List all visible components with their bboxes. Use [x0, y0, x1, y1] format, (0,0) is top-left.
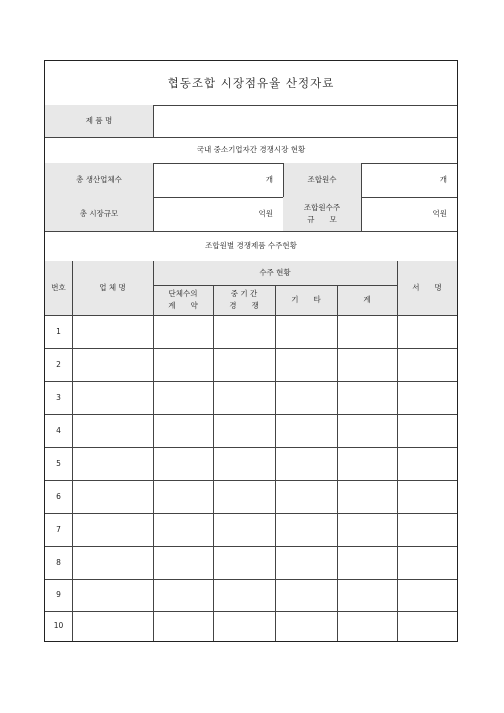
form-title: 협동조합 시장점유율 산정자료 — [167, 76, 335, 90]
section-orders-title: 조합원별 경쟁제품 수주현황 — [205, 241, 297, 250]
unit-label: 개 — [439, 175, 447, 184]
divider — [45, 381, 457, 382]
divider — [45, 414, 457, 415]
col-signature-header: 서 명 — [397, 261, 457, 315]
col-total-header: 계 — [337, 285, 397, 315]
row-number: 10 — [53, 621, 64, 630]
market-size-field[interactable] — [153, 197, 283, 231]
col-number-header: 번호 — [45, 261, 72, 315]
divider — [45, 480, 457, 481]
col-order-status-header: 수주 현황 — [153, 261, 397, 285]
divider — [45, 579, 457, 580]
divider — [45, 315, 457, 316]
row-number: 5 — [56, 458, 61, 468]
label-line: 계 약 — [168, 301, 198, 310]
section-market-title: 국내 중소기업자간 경쟁시장 현황 — [196, 145, 306, 154]
row-number: 2 — [56, 359, 61, 369]
row-number: 6 — [56, 491, 61, 501]
market-size-label: 총 시장규모 — [45, 197, 153, 231]
col-company-header: 업 체 명 — [72, 261, 153, 315]
divider — [72, 261, 73, 641]
product-name-label: 제 품 명 — [45, 105, 153, 137]
label-line: 조합원수주 — [303, 203, 341, 212]
divider — [45, 513, 457, 514]
row-number: 1 — [56, 326, 61, 336]
row-number: 4 — [56, 425, 61, 435]
divider — [153, 261, 154, 641]
member-count-field[interactable] — [361, 163, 457, 197]
total-producers-field[interactable] — [153, 163, 283, 197]
divider — [45, 546, 457, 547]
unit-label: 개 — [265, 175, 273, 184]
col-group-contract-header — [153, 285, 213, 315]
row-number: 3 — [56, 392, 61, 402]
total-producers-label: 총 생산업체수 — [45, 163, 153, 197]
label-line: 중 기 간 — [230, 289, 258, 298]
label-line: 경 쟁 — [229, 301, 259, 310]
divider — [337, 285, 338, 641]
unit-label: 억원 — [258, 209, 273, 218]
divider — [45, 611, 457, 612]
label-line: 단체수의 — [168, 289, 198, 298]
col-sme-competition-header — [213, 285, 275, 315]
form-sheet — [44, 60, 458, 642]
divider — [213, 285, 214, 641]
member-count-label: 조합원수 — [283, 163, 361, 197]
unit-label: 억원 — [432, 209, 447, 218]
divider — [45, 348, 457, 349]
row-number: 9 — [56, 590, 61, 599]
member-order-size-label — [283, 197, 361, 231]
divider — [45, 447, 457, 448]
row-number: 7 — [56, 524, 61, 534]
member-order-size-field[interactable] — [361, 197, 457, 231]
row-number: 8 — [56, 557, 61, 567]
label-line: 규 모 — [307, 215, 337, 224]
divider — [397, 261, 398, 641]
product-name-field[interactable] — [154, 105, 457, 137]
col-other-header: 기 타 — [275, 285, 337, 315]
divider — [275, 285, 276, 641]
